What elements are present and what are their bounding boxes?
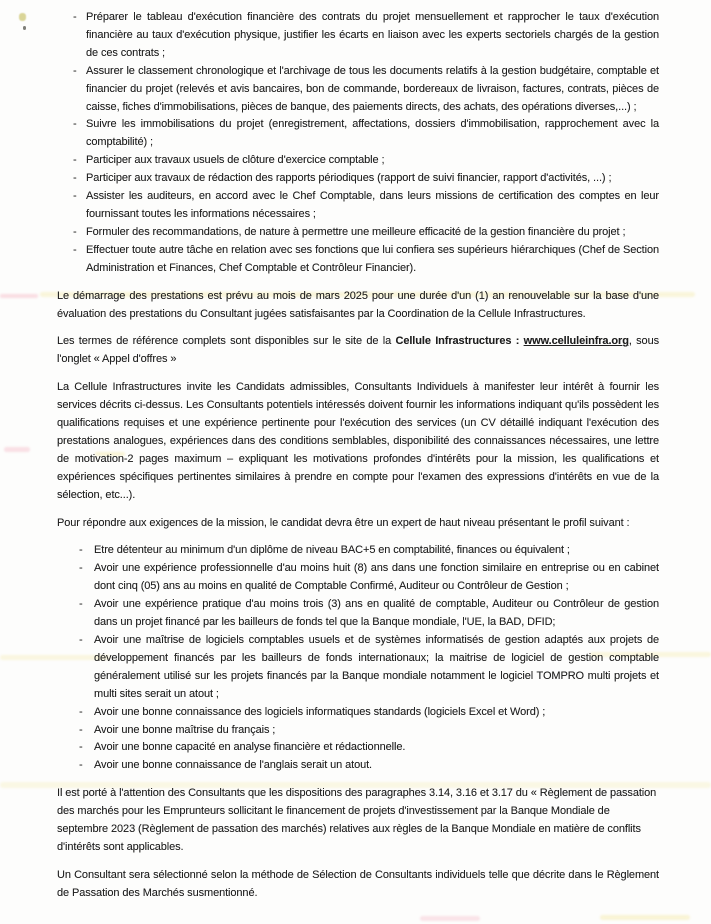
bullet-dash: - [79, 759, 83, 772]
profile-requirement-text: Avoir une expérience pratique d'au moins trois (3) ans en qualité de comptable, Auditeur ou Contrôleur de gestion dans un projet financé par les bailleurs de fonds tel que la Banque mondiale, l'UE, la BAD, DFID; [94, 598, 659, 629]
website-link[interactable]: www.celluleinfra.org [523, 335, 629, 348]
bullet-dash: - [79, 562, 83, 575]
duties-list [57, 9, 659, 278]
profile-list-item [57, 632, 659, 704]
profile-requirement-text: Avoir une bonne capacité en analyse financière et rédactionnelle. [94, 741, 406, 754]
profile-list-item [57, 722, 659, 740]
profile-requirement-text: Avoir une bonne connaissance des logiciels informatiques standards (logiciels Excel et Word) ; [94, 705, 546, 718]
profile-requirement-text: Avoir une bonne connaissance de l'anglais serait un atout. [94, 759, 373, 772]
profile-requirement-text: Avoir une expérience professionnelle d'au moins huit (8) ans dans une fonction similaire en entreprise ou en cabinet dont cinq (05) ans au moins en qualité de Comptable Confirmé, Auditeur ou Contrôleur de Gestion ; [94, 562, 659, 593]
bullet-dash: - [73, 118, 77, 131]
bullet-dash: - [73, 154, 77, 167]
profile-requirement-text: Avoir une bonne maîtrise du français ; [94, 723, 276, 736]
duty-list-item [57, 116, 659, 152]
paragraph-selection-method: Un Consultant sera sélectionné selon la méthode de Sélection de Consultants individuels telle que décrite dans le Règlement de Passation des Marchés susmentionné. [57, 868, 659, 899]
paragraph-profile-intro: Pour répondre aux exigences de la mission, le candidat devra être un expert de haut niveau présentant le profil suivant : [57, 516, 630, 529]
bullet-dash: - [73, 11, 77, 23]
duty-list-item [57, 242, 659, 278]
bullet-dash: - [73, 225, 77, 238]
duty-list-item [57, 63, 659, 117]
terms-text-after: , sous l'onglet « Appel d'offres » [57, 335, 659, 366]
profile-list-item [57, 560, 659, 596]
bullet-dash: - [79, 723, 83, 736]
duty-list-item [57, 9, 659, 63]
bullet-dash: - [73, 190, 77, 203]
profile-list-item [57, 542, 659, 560]
duty-text: Assister les auditeurs, en accord avec le Chef Comptable, dans leurs missions de certification des comptes en leur fournissant toutes les informations nécessaires ; [86, 190, 659, 220]
profile-requirement-text: Avoir une maîtrise de logiciels comptables usuels et de systèmes informatisés de gestion adaptés aux projets de développement financés par les bailleurs de fonds internationaux; la maitrise de logiciel de gestion comptable généralement utilisé sur les projets financés par la Banque mondiale notamment le logiciel TOMPRO multi projets et multi sites serait un atout ; [94, 634, 659, 700]
profile-requirements-list [57, 542, 659, 775]
duty-text: Suivre les immobilisations du projet (enregistrement, affectations, dossiers d'immobilisation, rapprochement avec la comptabilité) ; [86, 118, 659, 149]
bullet-dash: - [79, 634, 83, 646]
bullet-dash: - [73, 64, 77, 77]
duty-list-item [57, 152, 659, 170]
profile-list-item [57, 704, 659, 722]
paragraph-procurement-rules: Il est porté à l'attention des Consultants que les dispositions des paragraphes 3.14, 3.16 et 3.17 du « Règlement de passation des marchés pour les Emprunteurs sollicitant le financement de projets d'investissement par la Banque Mondiale de septembre 2023 (Règlement de passation des marchés) relatives aux règles de la Banque Mondiale en matière de conflits d'intérêts sont applicables. [57, 787, 657, 853]
bullet-dash: - [79, 598, 83, 611]
duty-text: Préparer le tableau d'exécution financière des contrats du projet mensuellement et rapprocher le taux d'exécution financière au taux d'exécution physique, justifier les écarts en liaison avec les experts sectoriels chargés de la gestion de ces contrats ; [86, 11, 659, 59]
terms-text-before: Les termes de référence complets sont disponibles sur le site de la [57, 335, 396, 348]
paragraph-invitation: La Cellule Infrastructures invite les Candidats admissibles, Consultants Individuels à manifester leur intérêt à fournir les services décrits ci-dessus. Les Consultants potentiels intéressés doivent fournir les informations indiquant qu'ils possèdent les qualifications requises et une expérience pertinente pour l'exécution des services (un CV détaillé indiquant l'exécution des prestations analogues, expériences dans des conditions semblables, disponibilité des connaissances nécessaires, une lettre de motivation-2 pages maximum – expliquant les motivations profondes d'intérêts pour la mission, les qualifications et expériences spécifiques pertinentes similaires à prendre en compte pour l'examen des expressions d'intérêts en vue de la sélection, etc...). [57, 381, 659, 501]
profile-list-item [57, 757, 659, 775]
cellule-infrastructures-label: Cellule Infrastructures : [395, 335, 524, 348]
bullet-dash: - [79, 544, 83, 557]
paragraph-terms-of-reference [57, 333, 659, 369]
profile-list-item [57, 596, 659, 632]
duty-list-item [57, 170, 659, 188]
duty-list-item [57, 224, 659, 242]
duty-list-item [57, 188, 659, 224]
bullet-dash: - [73, 243, 77, 256]
duty-text: Formuler des recommandations, de nature à permettre une meilleure efficacité de la gestion financière du projet ; [86, 225, 626, 238]
profile-list-item [57, 739, 659, 757]
bullet-dash: - [79, 741, 83, 754]
paragraph-start-date: Le démarrage des prestations est prévu au mois de mars 2025 pour une durée d'un (1) an renouvelable sur la base d'une évaluation des prestations du Consultant jugées satisfaisantes par la Coordination de la Cellule Infrastructures. [57, 289, 659, 320]
scan-artifact [420, 916, 480, 921]
duty-text: Assurer le classement chronologique et l'archivage de tous les documents relatifs à la gestion budgétaire, comptable et financier du projet (relevés et avis bancaires, bon de commande, bordereaux de livraison, factures, contrats, pièces de caisse, fiches d'immobilisations, pièces de banque, des paiements directs, des achats, des opérations diverses,...) ; [86, 64, 659, 113]
duty-text: Participer aux travaux de rédaction des rapports périodiques (rapport de suivi financier, rapport d'activités, ...) ; [86, 172, 612, 185]
bullet-dash: - [79, 705, 83, 718]
duty-text: Effectuer toute autre tâche en relation avec ses fonctions que lui confiera ses supérieurs hiérarchiques (Chef de Section Administration et Finances, Chef Comptable et Contrôleur Financier). [86, 243, 659, 274]
profile-requirement-text: Etre détenteur au minimum d'un diplôme de niveau BAC+5 en comptabilité, finances ou équivalent ; [94, 544, 570, 557]
scan-artifact [600, 915, 690, 920]
bullet-dash: - [73, 172, 77, 185]
duty-text: Participer aux travaux usuels de clôture d'exercice comptable ; [86, 154, 385, 167]
